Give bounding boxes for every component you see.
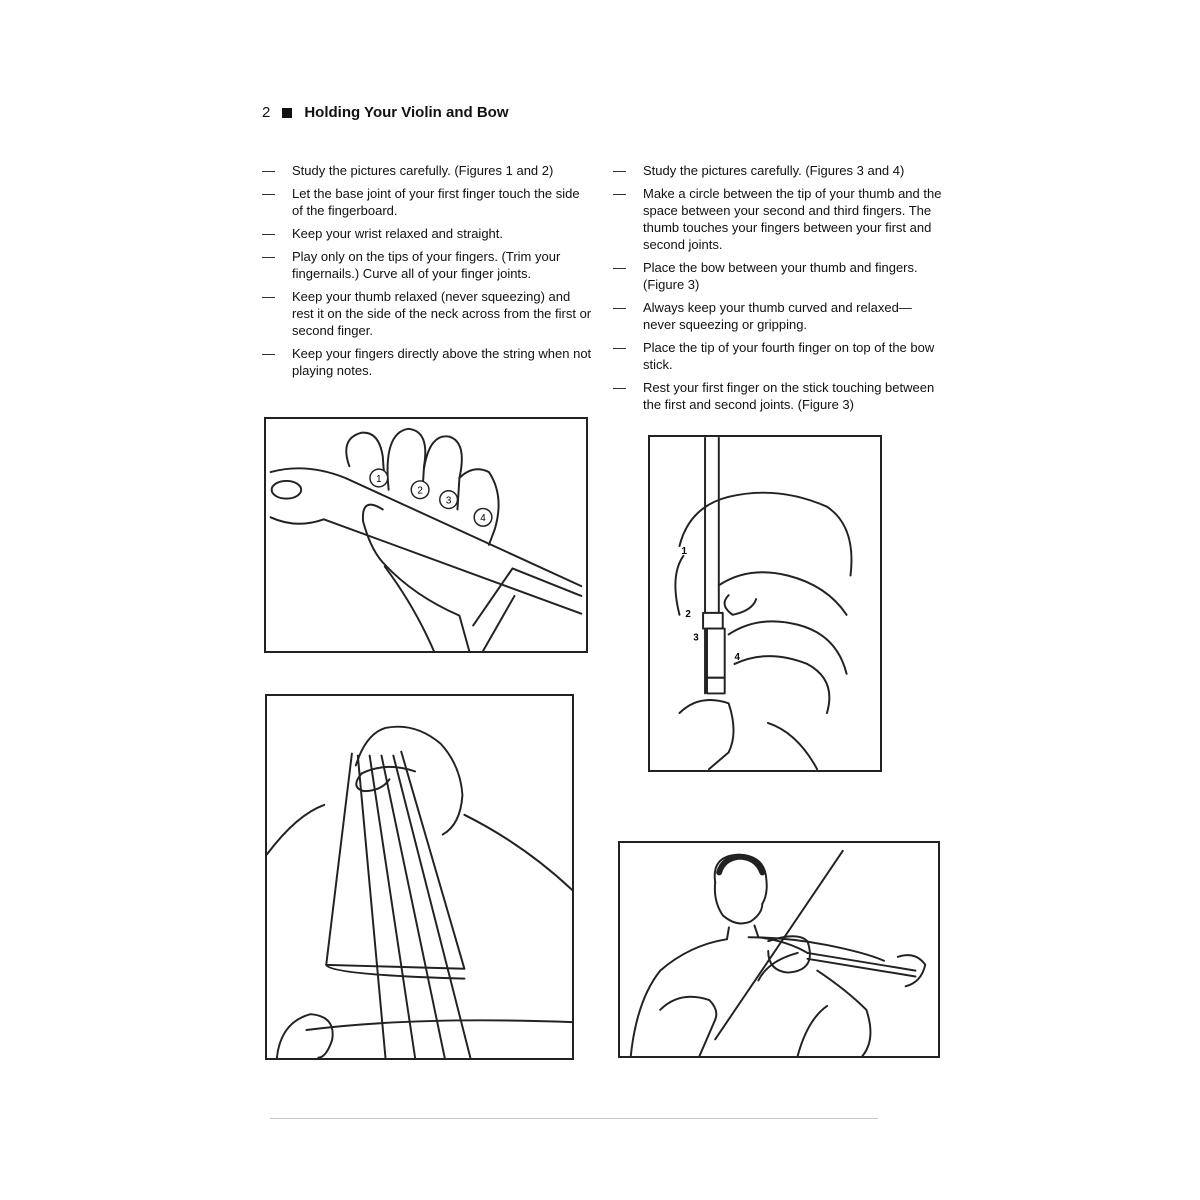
list-item [262,225,592,242]
list-item [262,185,592,219]
list-item [262,288,592,339]
list-item-text: Place the bow between your thumb and fingers. (Figure 3) [643,260,918,292]
list-item-text: Let the base joint of your first finger touch the side of the fingerboard. [292,186,580,218]
figure-3-bow-hold-illustration [648,435,882,772]
list-item [262,345,592,379]
figure-2-fingerboard-illustration [265,694,574,1060]
figure-4-player-illustration [618,841,940,1058]
finger-label-2: 2 [685,608,691,620]
bow-hold-drawing [650,437,880,770]
fingerboard-strings-drawing [267,696,572,1058]
list-item-text: Study the pictures carefully. (Figures 1 and 2) [292,163,554,178]
list-item-text: Make a circle between the tip of your thumb and the space between your second and third fingers. The thumb touches your fingers between your first and second joints. [643,186,942,252]
page-number: 2 [262,104,271,121]
page-header [262,104,509,121]
left-hand-fingers-drawing [266,419,586,651]
finger-label-3: 3 [445,495,452,507]
finger-label-4: 4 [480,513,486,525]
dash-bullet: — [262,249,275,264]
list-item-text: Keep your thumb relaxed (never squeezing) and rest it on the side of the neck across from the first or second finger. [292,289,592,338]
list-item-text: Keep your fingers directly above the string when not playing notes. [292,346,592,378]
finger-label-1: 1 [376,473,382,485]
list-item [613,379,943,413]
finger-label-4: 4 [734,652,740,664]
finger-label-1: 1 [681,545,687,557]
list-item-text: Study the pictures carefully. (Figures 3 and 4) [643,163,905,178]
figure-1-left-hand-illustration [264,417,588,653]
dash-bullet: — [613,380,626,395]
list-item [613,185,943,253]
list-item-text: Keep your wrist relaxed and straight. [292,226,503,241]
list-item [613,339,943,373]
square-bullet-icon [282,108,292,118]
footer-rule [270,1118,878,1119]
dash-bullet: — [613,260,626,275]
dash-bullet: — [613,186,626,201]
dash-bullet: — [262,186,275,201]
right-instruction-list [613,162,943,419]
list-item-text: Place the tip of your fourth finger on top of the bow stick. [643,340,935,372]
dash-bullet: — [262,289,275,304]
list-item [613,299,943,333]
list-item [262,248,592,282]
finger-label-3: 3 [693,632,699,644]
dash-bullet: — [613,300,626,315]
dash-bullet: — [262,226,275,241]
finger-label-2: 2 [417,485,423,497]
list-item [613,162,943,179]
list-item [262,162,592,179]
left-instruction-list [262,162,592,385]
dash-bullet: — [613,340,626,355]
list-item-text: Play only on the tips of your fingers. (Trim your fingernails.) Curve all of your finger joints. [292,249,561,281]
dash-bullet: — [262,346,275,361]
dash-bullet: — [262,163,275,178]
list-item-text: Rest your first finger on the stick touching between the first and second joints. (Figure 3) [643,380,935,412]
list-item [613,259,943,293]
player-with-violin-drawing [620,843,938,1056]
dash-bullet: — [613,163,626,178]
page-title: Holding Your Violin and Bow [304,104,509,121]
list-item-text: Always keep your thumb curved and relaxed—never squeezing or gripping. [643,300,912,332]
